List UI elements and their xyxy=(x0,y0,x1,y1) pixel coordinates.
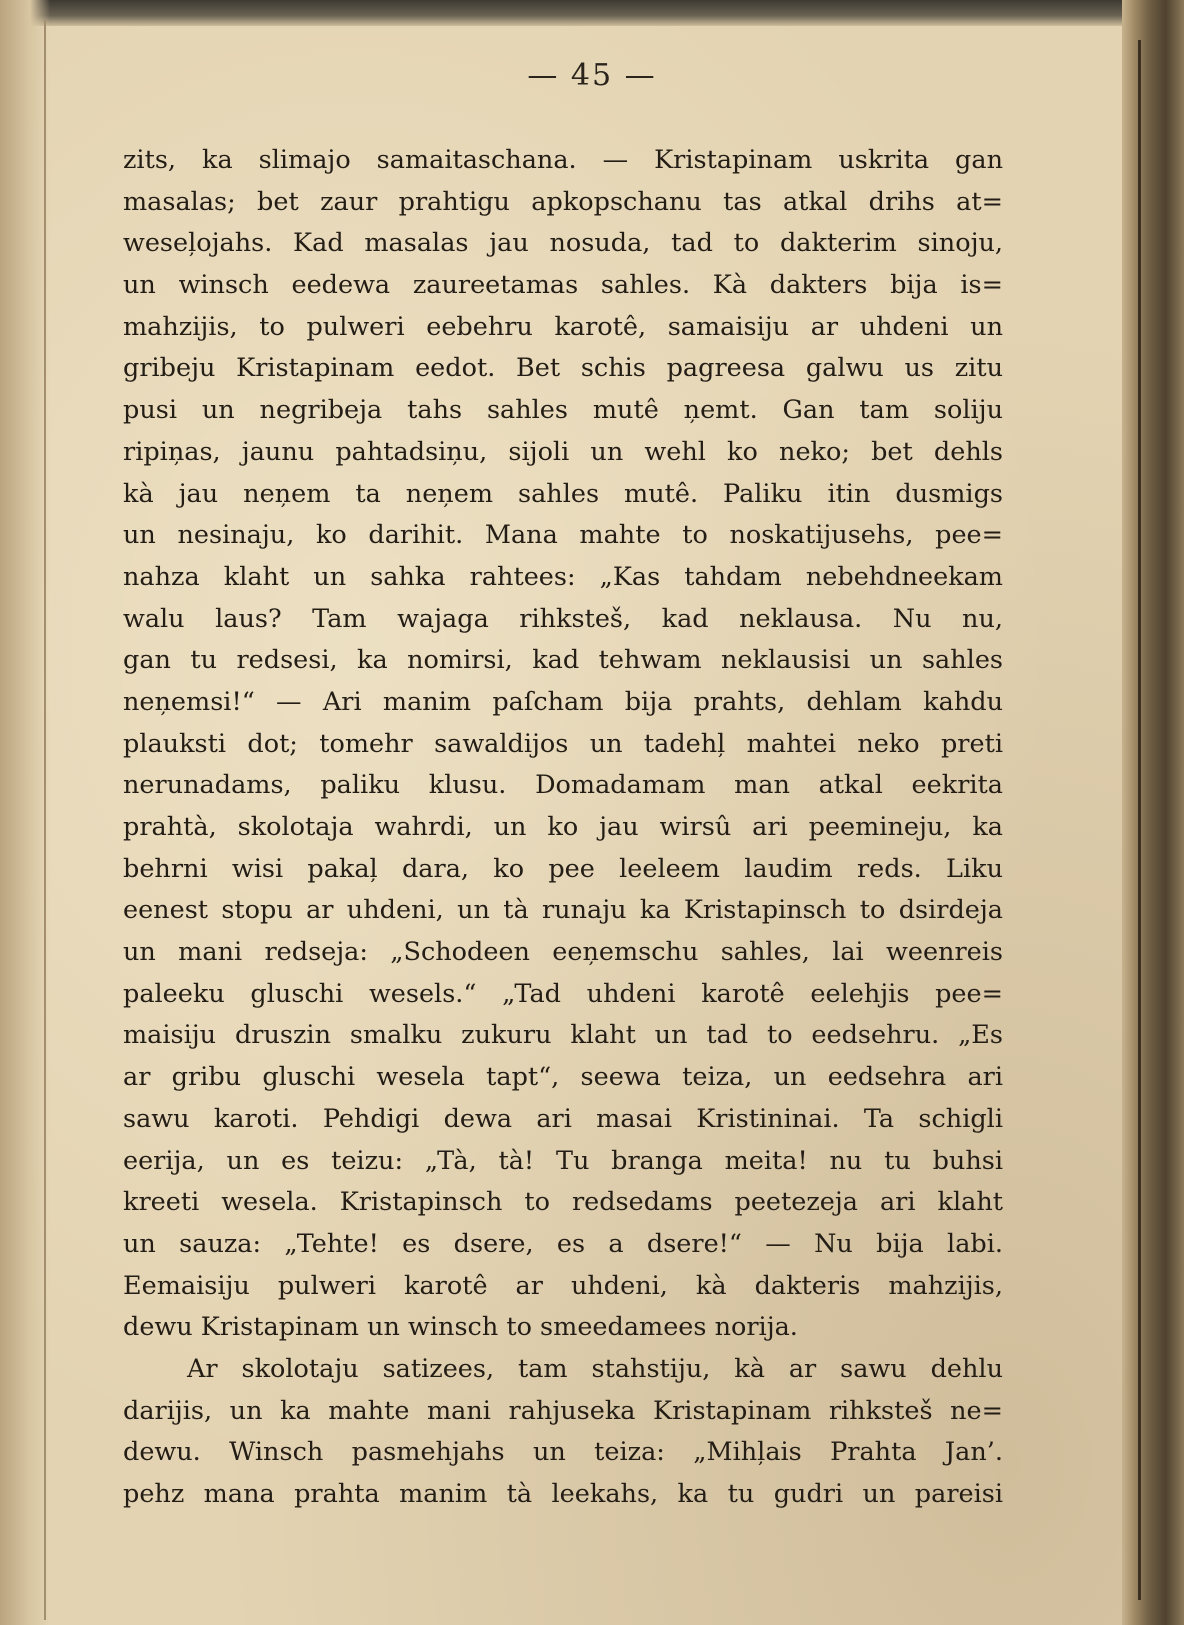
text-line: nerunadams, paliku klusu. Domadamam man atkal eekrita xyxy=(123,770,1003,801)
paragraph-last-line: dewu Kristapinam un winsch to smeedamees norija. xyxy=(123,1312,798,1343)
text-line: masalas; bet zaur prahtigu apkopschanu tas atkal drihs at= xyxy=(123,186,1003,217)
body-text xyxy=(123,140,1003,1516)
text-line: nahza klaht un sahka rahtees: „Kas tahdam nebehdneekam xyxy=(123,561,1003,592)
text-line: eerija, un es teizu: „Tà, tà! Tu branga meita! nu tu buhsi xyxy=(123,1145,1003,1176)
text-line: pusi un negribeja tahs sahles mutê ņemt. Gan tam soliju xyxy=(123,395,1003,426)
paragraph-first-line: Ar skolotaju satizees, tam stahstiju, kà ar sawu dehlu xyxy=(187,1353,1003,1384)
page-top-edge xyxy=(0,0,1184,26)
text-line: gribeju Kristapinam eedot. Bet schis pagreesa galwu us zitu xyxy=(123,353,1003,384)
text-line: un sauza: „Tehte! es dsere, es a dsere!“ — Nu bija labi. xyxy=(123,1228,1003,1259)
page-right-edge-shadow xyxy=(1138,40,1141,1600)
text-line: dewu. Winsch pasmehjahs un teiza: „Mihļais Prahta Jan’. xyxy=(123,1437,1003,1468)
text-line: pehz mana prahta manim tà leekahs, ka tu gudri un pareisi xyxy=(123,1479,1003,1509)
text-line: prahtà, skolotaja wahrdi, un ko jau wirsû ari peemineju, ka xyxy=(123,812,1003,842)
text-line: walu laus? Tam wajaga rihksteš, kad neklausa. Nu nu, xyxy=(123,603,1003,634)
text-line: maisiju druszin smalku zukuru klaht un tad to eedsehru. „Es xyxy=(123,1020,1003,1051)
text-line: neņemsi!“ — Ari manim paſcham bija prahts, dehlam kahdu xyxy=(123,686,1003,717)
text-line: mahzijis, to pulweri eebehru karotê, samaisiju ar uhdeni un xyxy=(123,311,1003,342)
text-line: ar gribu gluschi wesela tapt“, seewa teiza, un eedsehra ari xyxy=(123,1062,1003,1093)
page-left-gutter xyxy=(0,0,50,1625)
text-line: Eemaisiju pulweri karotê ar uhdeni, kà dakteris mahzijis, xyxy=(123,1270,1003,1301)
text-line: kreeti wesela. Kristapinsch to redsedams peetezeja ari klaht xyxy=(123,1187,1003,1218)
binding-line xyxy=(44,20,46,1620)
text-line: weseļojahs. Kad masalas jau nosuda, tad to dakterim sinoju, xyxy=(123,228,1003,259)
text-line: behrni wisi pakaļ dara, ko pee leeleem laudim reds. Liku xyxy=(123,853,1003,884)
text-line: zits, ka slimajo samaitaschana. — Kristapinam uskrita gan xyxy=(123,145,1003,175)
text-line: paleeku gluschi wesels.“ „Tad uhdeni karotê eelehjis pee= xyxy=(123,978,1003,1009)
text-line: un winsch eedewa zaureetamas sahles. Kà dakters bija is= xyxy=(123,270,1003,301)
text-line: ripiņas, jaunu pahtadsiņu, sijoli un wehl ko neko; bet dehls xyxy=(123,436,1003,467)
text-line: un nesinaju, ko darihit. Mana mahte to noskatijusehs, pee= xyxy=(123,520,1003,551)
page-right-edge xyxy=(1122,0,1184,1625)
text-line: sawu karoti. Pehdigi dewa ari masai Kristininai. Ta schigli xyxy=(123,1103,1003,1134)
text-line: un mani redseja: „Schodeen eeņemschu sahles, lai weenreis xyxy=(123,937,1003,968)
text-line: plauksti dot; tomehr sawaldijos un tadehļ mahtei neko preti xyxy=(123,728,1003,759)
page-number: — 45 — xyxy=(527,58,657,93)
text-line: kà jau neņem ta neņem sahles mutê. Paliku itin dusmigs xyxy=(123,478,1003,509)
text-line: gan tu redsesi, ka nomirsi, kad tehwam neklausisi un sahles xyxy=(123,645,1003,676)
text-line: eenest stopu ar uhdeni, un tà runaju ka Kristapinsch to dsirdeja xyxy=(123,895,1003,926)
text-line: darijis, un ka mahte mani rahjuseka Kristapinam rihksteš ne= xyxy=(123,1395,1003,1426)
